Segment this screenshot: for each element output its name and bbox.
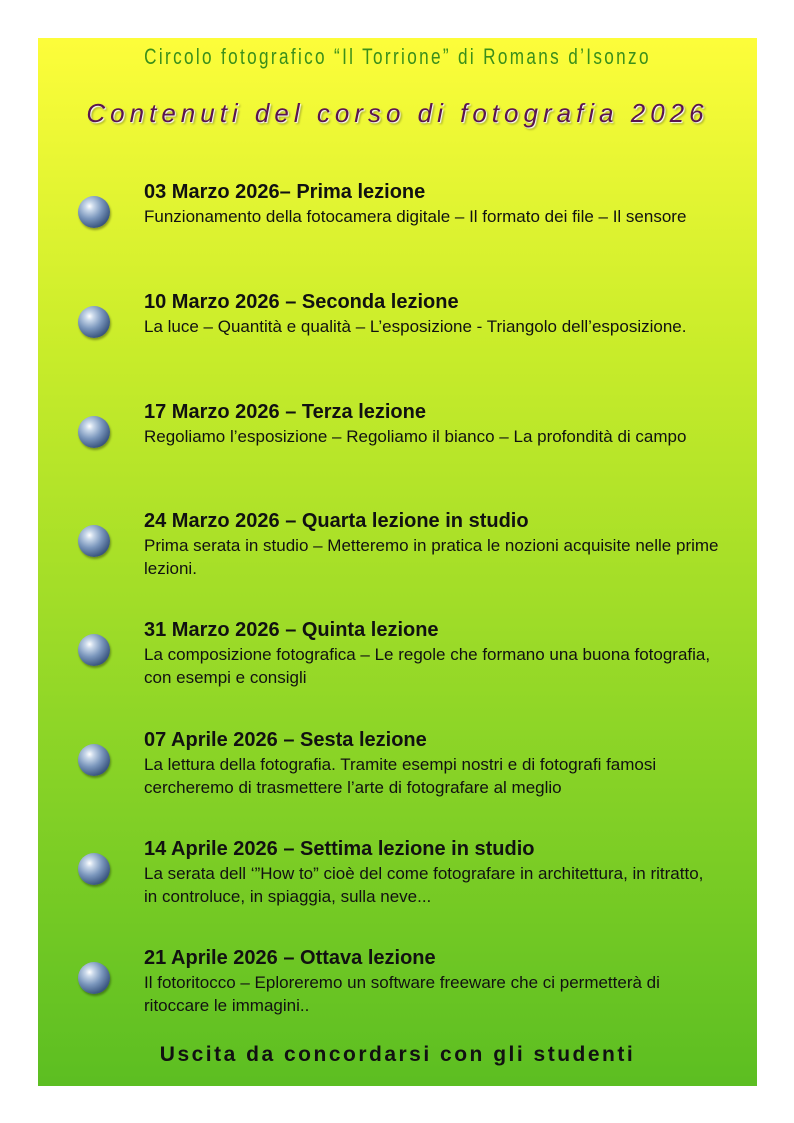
lesson-title: 10 Marzo 2026 – Seconda lezione xyxy=(144,291,459,313)
blue-sphere-icon xyxy=(78,416,110,448)
blue-sphere-icon xyxy=(78,962,110,994)
lesson-description: La composizione fotografica – Le regole che formano una buona fotografia, con esempi e consigli xyxy=(144,645,711,687)
lesson-description: Prima serata in studio – Metteremo in pratica le nozioni acquisite nelle prime lezioni. xyxy=(144,536,719,578)
lesson-description: Funzionamento della fotocamera digitale – Il formato dei file – Il sensore xyxy=(144,207,687,226)
lesson-item xyxy=(38,837,757,927)
blue-sphere-icon xyxy=(78,853,110,885)
blue-sphere-icon xyxy=(78,196,110,228)
course-title: Contenuti del corso di fotografia 2026 xyxy=(86,98,709,128)
lesson-description: Regoliamo l’esposizione – Regoliamo il bianco – La profondità di campo xyxy=(144,427,687,446)
lesson-title: 21 Aprile 2026 – Ottava lezione xyxy=(144,947,436,969)
lesson-item xyxy=(38,946,757,1036)
lesson-item xyxy=(38,400,757,490)
lesson-title: 07 Aprile 2026 – Sesta lezione xyxy=(144,729,427,751)
blue-sphere-icon xyxy=(78,306,110,338)
lesson-item xyxy=(38,728,757,818)
lesson-item xyxy=(38,180,757,270)
lesson-title: 03 Marzo 2026– Prima lezione xyxy=(144,181,426,203)
lesson-item xyxy=(38,509,757,599)
blue-sphere-icon xyxy=(78,525,110,557)
lesson-title: 31 Marzo 2026 – Quinta lezione xyxy=(144,619,439,641)
club-name: Circolo fotografico “Il Torrione” di Romans d’Isonzo xyxy=(144,44,651,69)
course-poster xyxy=(38,38,757,1086)
lesson-title: 24 Marzo 2026 – Quarta lezione in studio xyxy=(144,510,529,532)
lesson-title: 17 Marzo 2026 – Terza lezione xyxy=(144,401,426,423)
footer-note: Uscita da concordarsi con gli studenti xyxy=(159,1043,636,1066)
lesson-description: La luce – Quantità e qualità – L’esposizione - Triangolo dell’esposizione. xyxy=(144,317,687,336)
lesson-item xyxy=(38,618,757,708)
lesson-description: La lettura della fotografia. Tramite esempi nostri e di fotografi famosi cercheremo di trasmettere l’arte di fotografare al meglio xyxy=(144,755,657,797)
lesson-description: Il fotoritocco – Eploreremo un software freeware che ci permetterà di ritoccare le immagini.. xyxy=(144,973,660,1015)
lesson-description: La serata dell ‘”How to” cioè del come fotografare in architettura, in ritratto, in controluce, in spiaggia, sulla neve... xyxy=(144,864,704,906)
lesson-item xyxy=(38,290,757,380)
blue-sphere-icon xyxy=(78,634,110,666)
blue-sphere-icon xyxy=(78,744,110,776)
lesson-title: 14 Aprile 2026 – Settima lezione in studio xyxy=(144,838,535,860)
